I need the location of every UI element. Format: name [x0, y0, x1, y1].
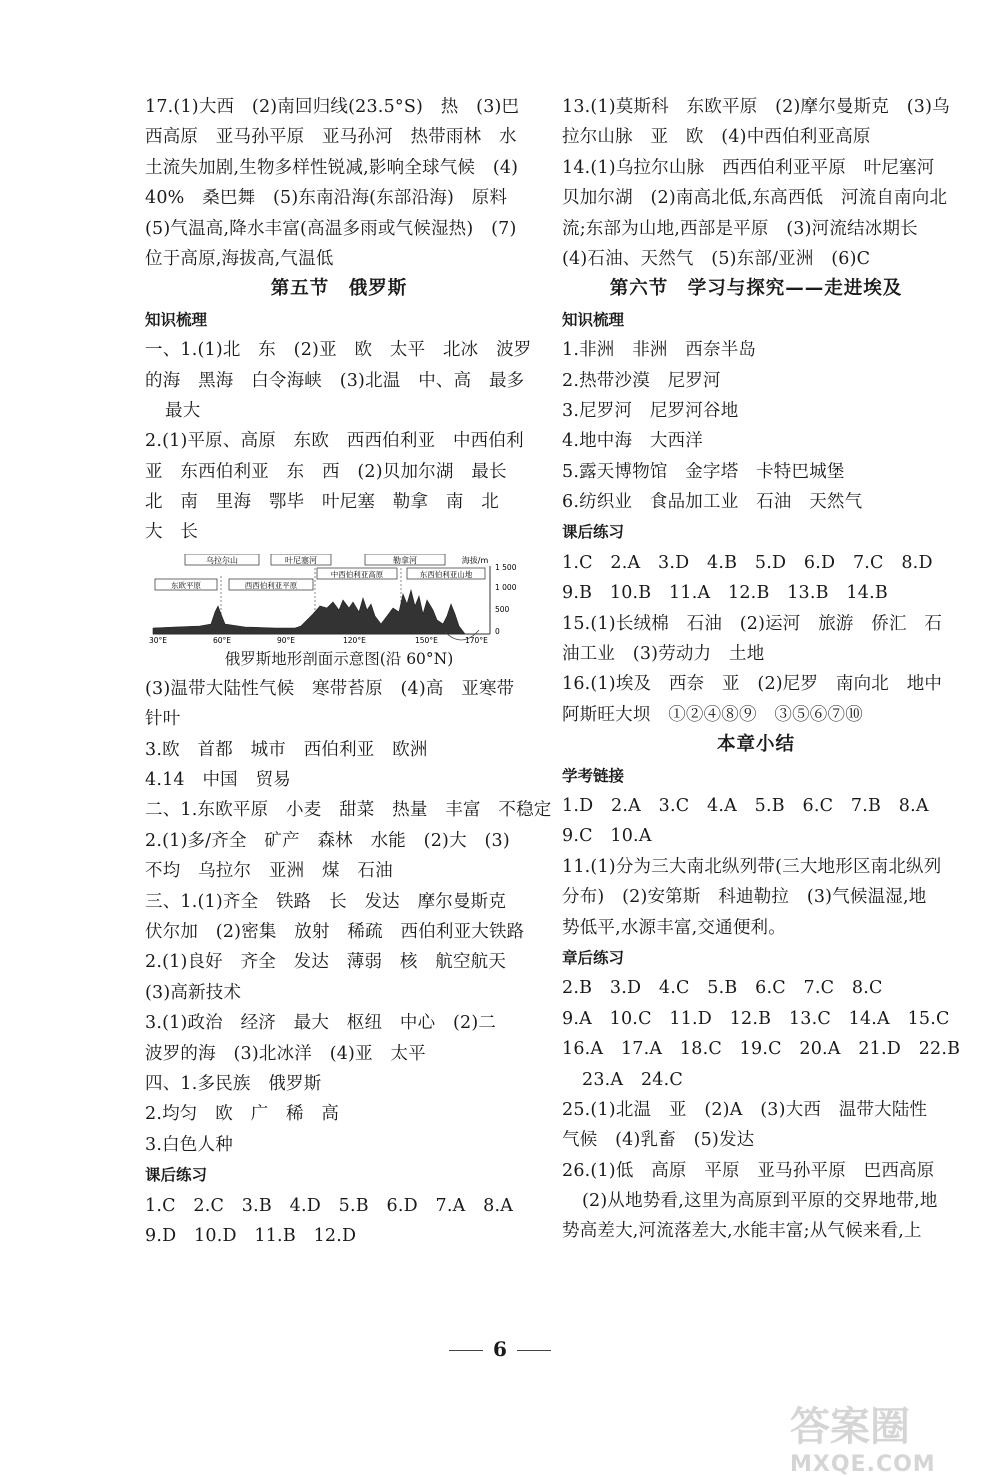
text-line: 2.B 3.D 4.C 5.B 6.C 7.C 8.C — [562, 978, 883, 999]
text-line: 阿斯旺大坝 ①②④⑧⑨ ③⑤⑥⑦⑩ — [562, 704, 863, 725]
text-line: 不均 乌拉尔 亚洲 煤 石油 — [145, 861, 393, 882]
x-tick: 120°E — [343, 635, 366, 644]
text-line: 1.D 2.A 3.C 4.A 5.B 6.C 7.B 8.A — [562, 795, 929, 816]
text-line: 1.C 2.C 3.B 4.D 5.B 6.D 7.A 8.A — [145, 1195, 514, 1216]
text-line: 1.非洲 非洲 西奈半岛 — [562, 340, 757, 361]
figure-caption: 俄罗斯地形剖面示意图(沿 60°N) — [224, 649, 454, 668]
text-line: 16.A 17.A 18.C 19.C 20.A 21.D 22.B — [562, 1039, 961, 1060]
text-line: 油工业 (3)劳动力 土地 — [562, 644, 765, 665]
label-elevation-unit: 海拔/m — [461, 555, 489, 565]
text-line: 分布) (2)安第斯 科迪勒拉 (3)气候温湿,地 — [562, 887, 927, 908]
text-line: 流;东部为山地,西部是平原 (3)河流结冰期长 — [562, 218, 918, 239]
text-line: 26.(1)低 高原 平原 亚马孙平原 巴西高原 — [562, 1160, 935, 1181]
text-line: 位于高原,海拔高,气温低 — [145, 248, 334, 269]
text-line: 三、1.(1)齐全 铁路 长 发达 摩尔曼斯克 — [145, 891, 507, 912]
text-line: (3)温带大陆性气候 寒带苔原 (4)高 亚寒带 — [145, 678, 515, 699]
text-line: 2.(1)多/齐全 矿产 森林 水能 (2)大 (3) — [145, 830, 510, 851]
text-line: 二、1.东欧平原 小麦 甜菜 热量 丰富 不稳定 — [145, 800, 552, 821]
subsection-heading: 课后练习 — [562, 523, 625, 542]
region-east-siberian-mountains: 东西伯利亚山地 — [419, 569, 473, 579]
text-line: 伏尔加 (2)密集 放射 稀疏 西伯利亚大铁路 — [145, 921, 525, 942]
text-line: 拉尔山脉 亚 欧 (4)中西伯利亚高原 — [562, 127, 871, 148]
section-title: 第六节 学习与探究——走进埃及 — [609, 278, 903, 300]
region-central-siberian-plateau: 中西伯利亚高原 — [330, 569, 384, 579]
text-line: 势低平,水源丰富,交通便利。 — [562, 917, 786, 938]
x-tick: 150°E — [415, 635, 438, 644]
text-line: 西高原 亚马孙平原 亚马孙河 热带雨林 水 — [145, 127, 517, 148]
text-line: (2)从地势看,这里为高原到平原的交界地带,地 — [582, 1191, 938, 1212]
text-line: 3.尼罗河 尼罗河谷地 — [562, 400, 739, 421]
text-line: 2.(1)良好 齐全 发达 薄弱 核 航空航天 — [145, 952, 507, 973]
text-line: 的海 黑海 白令海峡 (3)北温 中、高 最多 — [145, 370, 525, 391]
text-line: 气候 (4)乳畜 (5)发达 — [562, 1130, 755, 1151]
region-west-siberian-plain: 西西伯利亚平原 — [244, 580, 298, 590]
text-line: 9.A 10.C 11.D 12.B 13.C 14.A 15.C — [562, 1008, 950, 1029]
text-line: 1.C 2.A 3.D 4.B 5.D 6.D 7.C 8.D — [562, 552, 933, 573]
text-line: 四、1.多民族 俄罗斯 — [145, 1073, 322, 1094]
text-line: 2.(1)平原、高原 东欧 西西伯利亚 中西伯利 — [145, 431, 524, 452]
text-line: 5.露天博物馆 金字塔 卡特巴城堡 — [562, 461, 845, 482]
text-line: 一、1.(1)北 东 (2)亚 欧 太平 北冰 波罗 — [145, 340, 532, 361]
section-title: 本章小结 — [716, 734, 795, 756]
text-line: 9.D 10.D 11.B 12.D — [145, 1225, 357, 1246]
text-line: 13.(1)莫斯科 东欧平原 (2)摩尔曼斯克 (3)乌 — [562, 97, 950, 117]
text-line: 贝加尔湖 (2)南高北低,东高西低 河流自南向北 — [562, 188, 948, 209]
text-line: 6.纺织业 食品加工业 石油 天然气 — [562, 492, 863, 513]
region-east-european-plain: 东欧平原 — [171, 580, 201, 590]
x-tick: 30°E — [149, 635, 168, 644]
subsection-heading: 知识梳理 — [562, 310, 625, 329]
text-line: 9.B 10.B 11.A 12.B 13.B 14.B — [562, 583, 888, 604]
subsection-heading: 学考链接 — [562, 766, 625, 785]
text-line: 11.(1)分为三大南北纵列带(三大地形区南北纵列 — [562, 856, 942, 877]
text-line: 15.(1)长绒棉 石油 (2)运河 旅游 侨汇 石 — [562, 613, 943, 634]
text-line: (4)石油、天然气 (5)东部/亚洲 (6)C — [562, 248, 871, 269]
watermark — [790, 1395, 985, 1477]
text-line: 4.地中海 大西洋 — [562, 431, 703, 452]
section-title: 第五节 俄罗斯 — [270, 278, 408, 300]
text-line: 14.(1)乌拉尔山脉 西西伯利亚平原 叶尼塞河 — [562, 157, 935, 178]
text-line: 最大 — [165, 400, 201, 421]
label-lena: 勒拿河 — [393, 555, 417, 565]
text-line: 北 南 里海 鄂毕 叶尼塞 勒拿 南 北 — [145, 492, 499, 513]
x-tick: 90°E — [277, 635, 296, 644]
text-line: 波罗的海 (3)北冰洋 (4)亚 太平 — [145, 1043, 426, 1064]
answer-q17 — [145, 92, 533, 274]
x-tick: 170°E — [465, 635, 488, 644]
text-line: 16.(1)埃及 西奈 亚 (2)尼罗 南向北 地中 — [562, 674, 943, 695]
watermark-url: MXQE.COM — [790, 1452, 936, 1477]
text-line: 25.(1)北温 亚 (2)A (3)大西 温带大陆性 — [562, 1099, 928, 1120]
text-line: 3.欧 首都 城市 西伯利亚 欧洲 — [145, 739, 428, 760]
text-line: 针叶 — [145, 709, 181, 730]
watermark-logo: 答案圈 — [790, 1404, 910, 1450]
dash-right — [517, 1350, 551, 1351]
terrain-silhouette — [153, 590, 465, 634]
y-tick: 500 — [495, 604, 510, 614]
label-yenisei: 叶尼塞河 — [285, 555, 317, 565]
text-line: 大 长 — [145, 522, 199, 543]
text-line: 9.C 10.A — [562, 826, 652, 847]
subsection-heading: 课后练习 — [145, 1166, 208, 1185]
text-line: (3)高新技术 — [145, 982, 242, 1003]
terrain-profile-figure — [145, 554, 533, 644]
text-line: 40% 桑巴舞 (5)东南沿海(东部沿海) 原料 — [145, 188, 508, 209]
page-number-value: 6 — [493, 1337, 507, 1361]
text-line: 2.热带沙漠 尼罗河 — [562, 370, 721, 391]
text-line: 17.(1)大西 (2)南回归线(23.5°S) 热 (3)巴 — [145, 97, 520, 117]
text-line: 3.(1)政治 经济 最大 枢纽 中心 (2)二 — [145, 1013, 497, 1034]
text-line: 2.均匀 欧 广 稀 高 — [145, 1104, 340, 1125]
text-line: 3.白色人种 — [145, 1134, 233, 1155]
text-line: 4.14 中国 贸易 — [145, 770, 291, 791]
subsection-heading: 章后练习 — [562, 948, 625, 967]
text-line: (5)气温高,降水丰富(高温多雨或气候湿热) (7) — [145, 218, 517, 239]
text-line: 23.A 24.C — [582, 1069, 683, 1090]
page-number — [0, 1337, 1000, 1361]
right-column — [562, 92, 961, 1247]
x-tick: 60°E — [213, 635, 232, 644]
y-tick: 0 — [495, 626, 500, 636]
label-ural: 乌拉尔山 — [206, 555, 238, 565]
text-line: 亚 东西伯利亚 东 西 (2)贝加尔湖 最长 — [145, 461, 507, 482]
left-column — [145, 92, 552, 1251]
dash-left — [449, 1350, 483, 1351]
terrain-profile-diagram — [145, 554, 533, 644]
y-tick: 1 000 — [495, 582, 517, 592]
text-line: 土流失加剧,生物多样性锐减,影响全球气候 (4) — [145, 157, 519, 178]
subsection-heading: 知识梳理 — [145, 310, 208, 329]
text-line: 势高差大,河流落差大,水能丰富;从气候来看,上 — [562, 1221, 922, 1242]
y-tick: 1 500 — [495, 562, 517, 572]
